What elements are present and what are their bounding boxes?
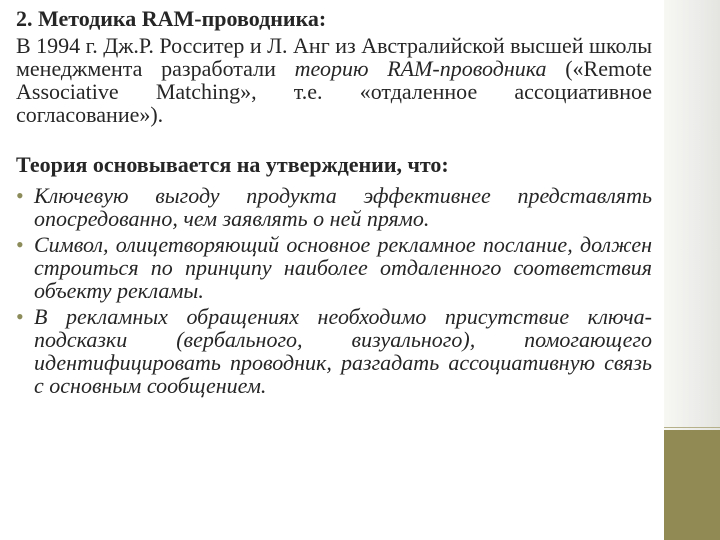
list-item — [16, 233, 652, 302]
slide-content — [16, 6, 652, 400]
bullet-icon: • — [16, 183, 24, 208]
bullet-text: В рекламных обращениях необходимо присутствие ключа-подсказки (вербального, визуального), помогающего идентифицировать проводник, разгадать ассоциативную связь с основным сообщением. — [34, 304, 652, 398]
bullet-icon: • — [16, 304, 24, 329]
section-heading: 2. Методика RAM-проводника: — [16, 6, 327, 31]
intro-tail: («Remote Associative Matching», т.е. «отдаленное ассоциативное согласование»). — [16, 56, 652, 127]
bullet-text: Символ, олицетворяющий основное рекламное послание, должен строиться по принципу наиболее отдаленного соответствия объекту рекламы. — [34, 232, 652, 303]
theory-heading: Теория основывается на утверждении, что: — [16, 152, 449, 177]
bullet-text: Ключевую выгоду продукта эффективнее представлять опосредованно, чем заявлять о ней прямо. — [34, 183, 652, 231]
intro-paragraph — [16, 34, 652, 126]
bullet-list — [16, 184, 652, 397]
list-item — [16, 305, 652, 397]
intro-italic-term: теорию RAM-проводника — [294, 56, 547, 81]
sidebar-accent-block — [664, 430, 720, 540]
bullet-icon: • — [16, 232, 24, 257]
intro-lead: В 1994 г. Дж.Р. Росситер и Л. Анг из Австралийской высшей школы менеджмента разработали — [16, 33, 652, 81]
list-item — [16, 184, 652, 230]
sidebar-divider — [664, 427, 720, 428]
